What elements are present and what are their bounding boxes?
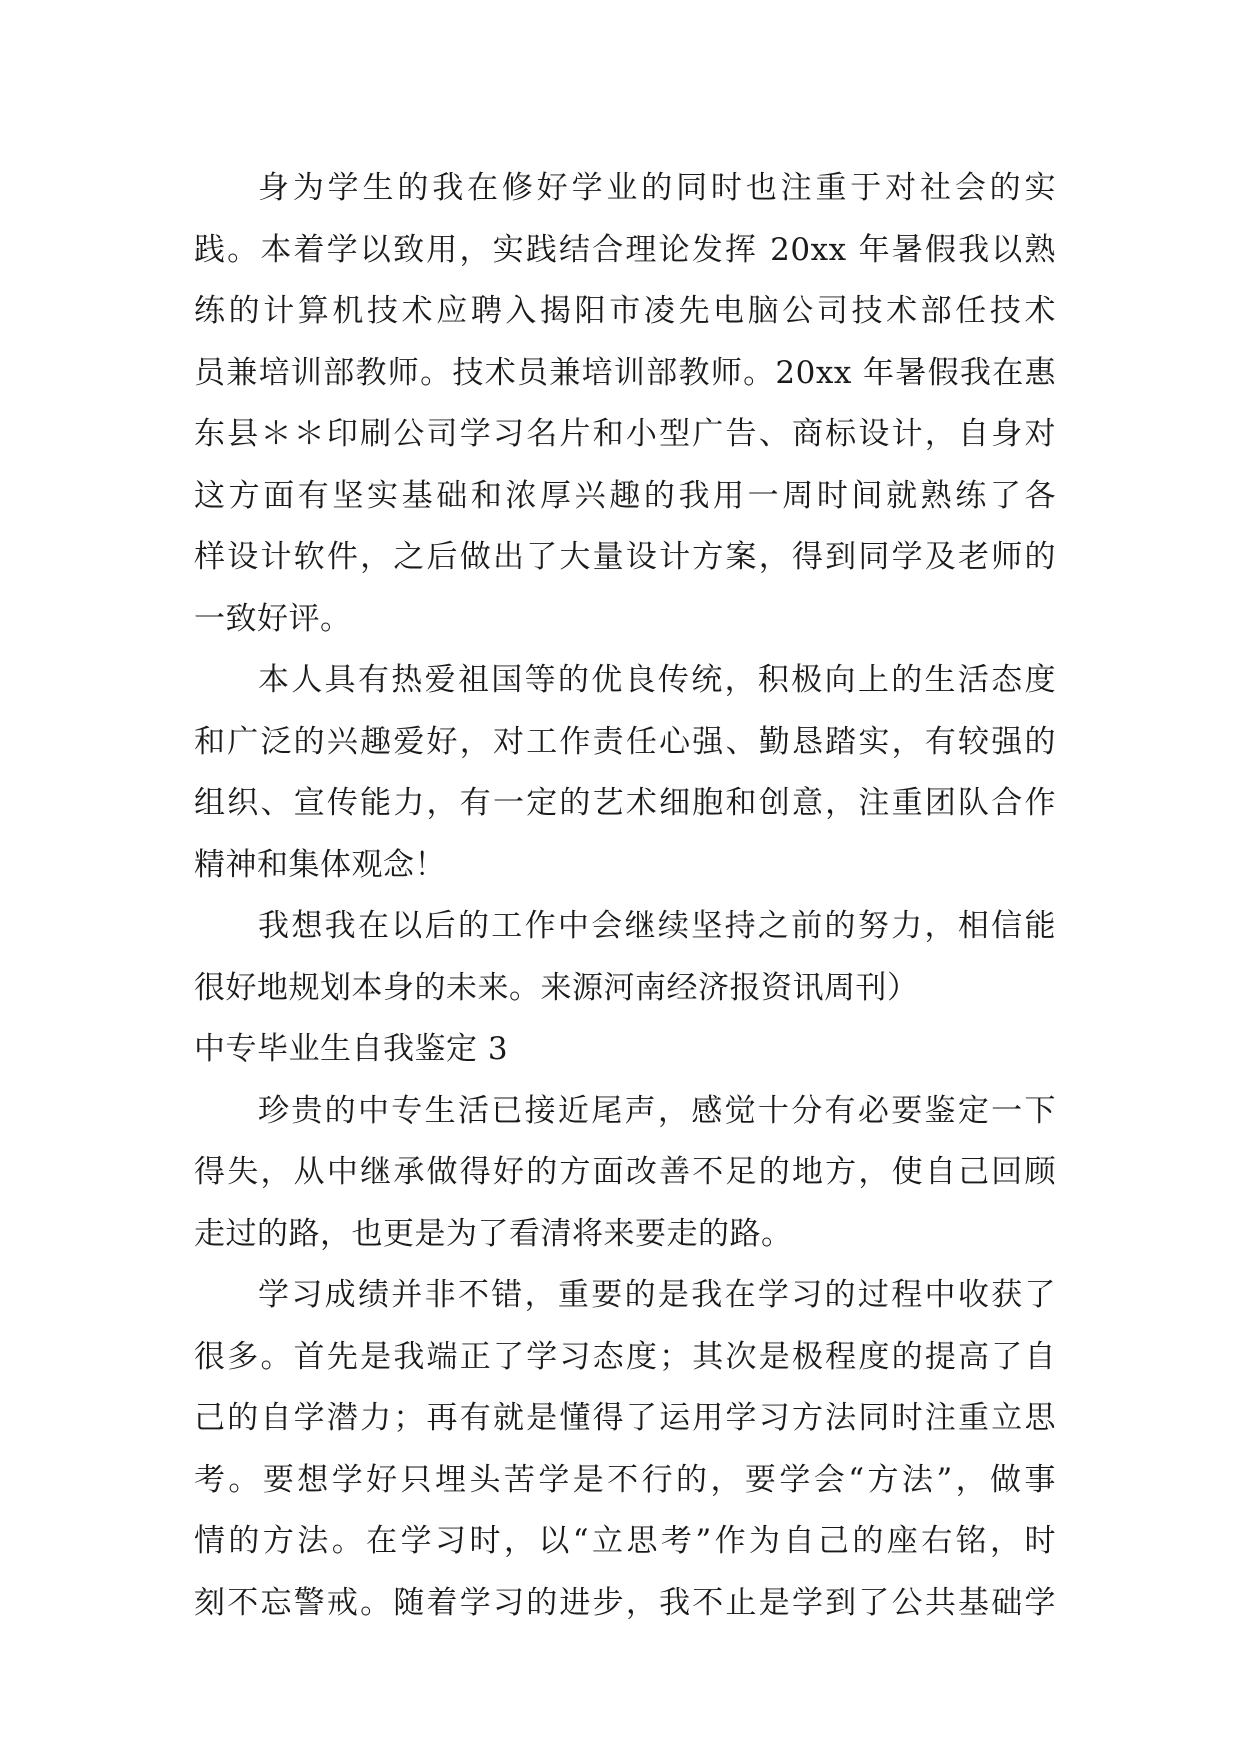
text-line: 本人具有热爱祖国等的优良传统，积极向上的生活态度 — [258, 662, 1056, 698]
text-line: 员兼培训部教师。技术员兼培训部教师。20xx 年暑假我在惠 — [194, 354, 1056, 391]
text-line: 情的方法。在学习时，以“立思考”作为自己的座右铭，时 — [194, 1523, 1056, 1559]
text-line: 走过的路，也更是为了看清将来要走的路。 — [194, 1215, 793, 1252]
text-line: 己的自学潜力；再有就是懂得了运用学习方法同时注重立思 — [194, 1400, 1056, 1436]
text-line: 学习成绩并非不错，重要的是我在学习的过程中收获了 — [258, 1277, 1056, 1313]
document-body — [194, 158, 1056, 1634]
text-line: 一致好评。 — [194, 600, 352, 637]
text-line: 得失，从中继承做得好的方面改善不足的地方，使自己回顾 — [194, 1154, 1056, 1190]
text-line: 这方面有坚实基础和浓厚兴趣的我用一周时间就熟练了各 — [194, 477, 1056, 514]
text-line: 践。本着学以致用，实践结合理论发挥 20xx 年暑假我以熟 — [194, 231, 1056, 268]
text-line: 练的计算机技术应聘入揭阳市凌先电脑公司技术部任技术 — [194, 293, 1056, 329]
text-line: 珍贵的中专生活已接近尾声，感觉十分有必要鉴定一下 — [258, 1092, 1056, 1129]
text-line: 考。要想学好只埋头苦学是不行的，要学会“方法”，做事 — [194, 1461, 1056, 1498]
text-line: 我想我在以后的工作中会继续坚持之前的努力，相信能 — [258, 908, 1056, 944]
text-line: 东县＊＊印刷公司学习名片和小型广告、商标设计，自身对 — [194, 416, 1056, 452]
text-line: 样设计软件，之后做出了大量设计方案，得到同学及老师的 — [194, 539, 1056, 575]
text-line: 精神和集体观念！ — [194, 846, 446, 883]
text-line: 刻不忘警戒。随着学习的进步，我不止是学到了公共基础学 — [194, 1584, 1056, 1621]
text-line: 很好地规划本身的未来。来源河南经济报资讯周刊） — [194, 969, 919, 1006]
text-line: 身为学生的我在修好学业的同时也注重于对社会的实 — [258, 170, 1056, 206]
text-line: 中专毕业生自我鉴定 3 — [194, 1031, 509, 1067]
text-line: 和广泛的兴趣爱好，对工作责任心强、勤恳踏实，有较强的 — [194, 723, 1056, 760]
text-line: 组织、宣传能力，有一定的艺术细胞和创意，注重团队合作 — [194, 785, 1056, 821]
text-line: 很多。首先是我端正了学习态度；其次是极程度的提高了自 — [194, 1338, 1056, 1375]
